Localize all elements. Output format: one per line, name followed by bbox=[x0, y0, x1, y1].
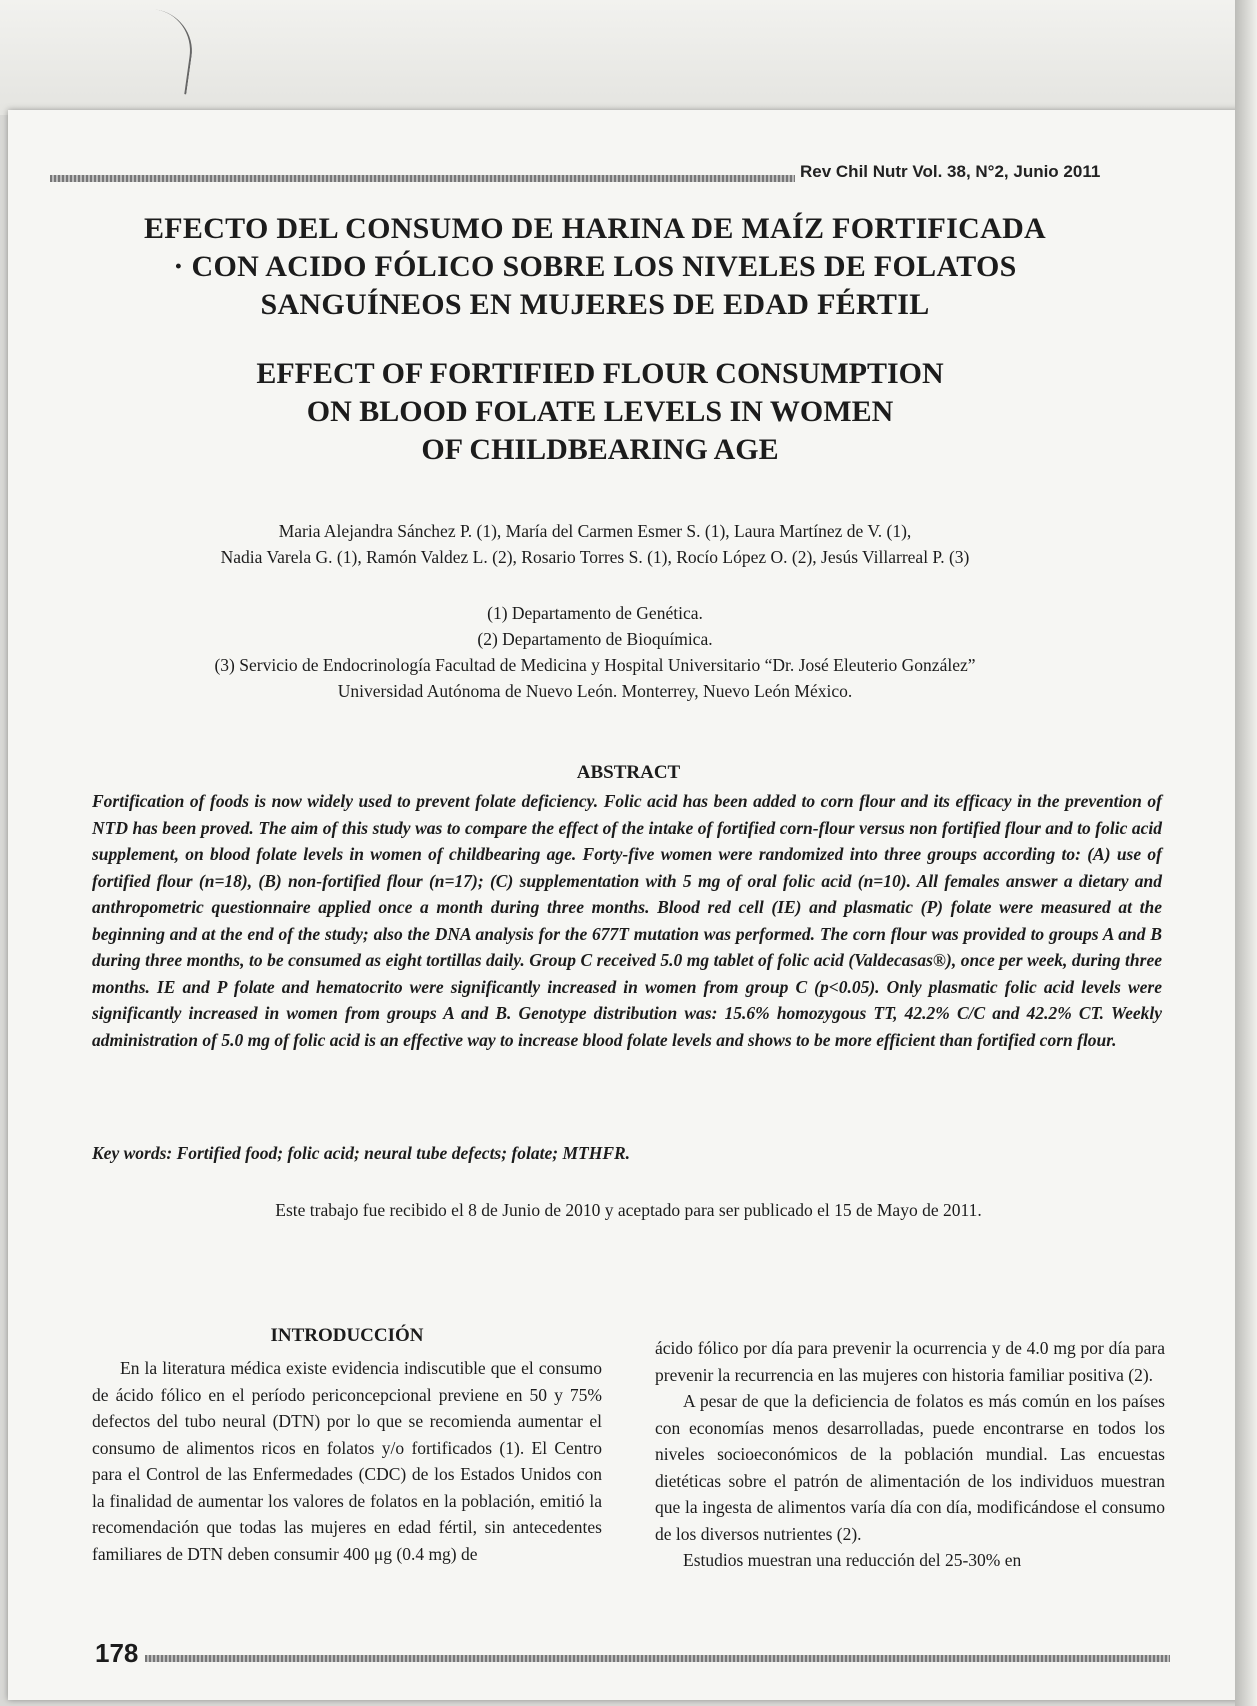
affiliations bbox=[60, 600, 1130, 704]
affiliation-4: Universidad Autónoma de Nuevo León. Monterrey, Nuevo León México. bbox=[337, 681, 853, 701]
header-rule bbox=[50, 175, 795, 182]
title-english-line-1: EFFECT OF FORTIFIED FLOUR CONSUMPTION bbox=[256, 357, 944, 390]
title-spanish bbox=[90, 210, 1100, 324]
affiliation-3: (3) Servicio de Endocrinología Facultad de Medicina y Hospital Universitario “Dr. José Eleuterio González” bbox=[214, 655, 976, 675]
keywords: Key words: Fortified food; folic acid; neural tube defects; folate; MTHFR. bbox=[92, 1143, 631, 1163]
journal-reference: Rev Chil Nutr Vol. 38, N°2, Junio 2011 bbox=[800, 162, 1101, 181]
author-list bbox=[90, 518, 1100, 570]
title-english-line-2: ON BLOOD FOLATE LEVELS IN WOMEN bbox=[306, 395, 894, 428]
title-english-line-3: OF CHILDBEARING AGE bbox=[421, 433, 779, 466]
author-line-2: Nadia Varela G. (1), Ramón Valdez L. (2), Rosario Torres S. (1), Rocío López O. (2), Jesús Villarreal P. (3) bbox=[220, 547, 970, 567]
title-spanish-line-2: · CON ACIDO FÓLICO SOBRE LOS NIVELES DE FOLATOS bbox=[173, 250, 1017, 283]
abstract-text: Fortification of foods is now widely used to prevent folate deficiency. Folic acid has been added to corn flour and its efficacy in the prevention of NTD has been proved. The aim of this study was to compare the effect of the intake of fortified corn-flour versus non fortified flour and to folic acid supplement, on blood folate levels in women of childbearing age. Forty-five women were randomized into three groups according to: (A) use of fortified flour (n=18), (B) non-fortified flour (n=17); (C) supplementation with 5 mg of oral folic acid (n=10). All females answer a dietary and anthropometric questionnaire applied once a month during three months. Blood red cell (IE) and plasmatic (P) folate were measured at the beginning and at the end of the study; also the DNA analysis for the 677T mutation was performed. The corn flour was provided to groups A and B during three months, to be consumed as eight tortillas daily. Group C received 5.0 mg tablet of folic acid (Valdecasas®), once per week, during three months. IE and P folate and hematocrito were significantly increased in women from group C (p<0.05). Only plasmatic folic acid levels were significantly increased in women from groups A and B. Genotype distribution was: 15.6% homozygous TT, 42.2% C/C and 42.2% CT. Weekly administration of 5.0 mg of folic acid is an effective way to increase blood folate levels and shows to be more efficient than fortified corn flour. bbox=[92, 791, 1162, 1050]
title-english bbox=[130, 355, 1070, 469]
intro-paragraph-4: Estudios muestran una reducción del 25-30% en bbox=[683, 1550, 1022, 1570]
author-line-1: Maria Alejandra Sánchez P. (1), María del Carmen Esmer S. (1), Laura Martínez de V. (1), bbox=[278, 521, 912, 541]
page-edge-shadow bbox=[1235, 0, 1257, 1706]
right-column bbox=[655, 1335, 1165, 1574]
left-column bbox=[92, 1325, 602, 1567]
intro-paragraph-1: En la literatura médica existe evidencia indiscutible que el consumo de ácido fólico en el período periconcepcional previene en 50 y 75% defectos del tubo neural (DTN) por lo que se recomienda aumentar el consumo de alimentos ricos en folatos y/o fortificados (1). El Centro para el Control de las Enfermedades (CDC) de los Estados Unidos con la finalidad de aumentar los valores de folatos en la población, emitió la recomendación que todas las mujeres en edad fértil, sin antecedentes familiares de DTN deben consumir 400 μg (0.4 mg) de bbox=[92, 1358, 602, 1564]
affiliation-1: (1) Departamento de Genética. bbox=[487, 603, 703, 623]
introduction-heading: INTRODUCCIÓN bbox=[270, 1325, 424, 1346]
affiliation-2: (2) Departamento de Bioquímica. bbox=[477, 629, 713, 649]
intro-paragraph-2: ácido fólico por día para prevenir la ocurrencia y de 4.0 mg por día para prevenir la recurrencia en las mujeres con historia familiar positiva (2). bbox=[655, 1338, 1165, 1385]
intro-paragraph-3: A pesar de que la deficiencia de folatos es más común en los países con economías menos desarrolladas, puede encontrarse en todos los niveles socioeconómicos de la población mundial. Las encuestas dietéticas sobre el patrón de alimentación de los individuos muestran que la ingesta de alimentos varía día con día, modificándose el consumo de los diversos nutrientes (2). bbox=[655, 1391, 1165, 1544]
page-number: 178 bbox=[95, 1638, 139, 1668]
abstract-heading: ABSTRACT bbox=[576, 762, 681, 783]
footer-rule bbox=[145, 1655, 1170, 1662]
title-spanish-line-3: SANGUÍNEOS EN MUJERES DE EDAD FÉRTIL bbox=[260, 288, 930, 321]
received-note: Este trabajo fue recibido el 8 de Junio de 2010 y aceptado para ser publicado el 15 de Mayo de 2011. bbox=[275, 1200, 982, 1220]
title-spanish-line-1: EFECTO DEL CONSUMO DE HARINA DE MAÍZ FORTIFICADA bbox=[143, 212, 1047, 245]
